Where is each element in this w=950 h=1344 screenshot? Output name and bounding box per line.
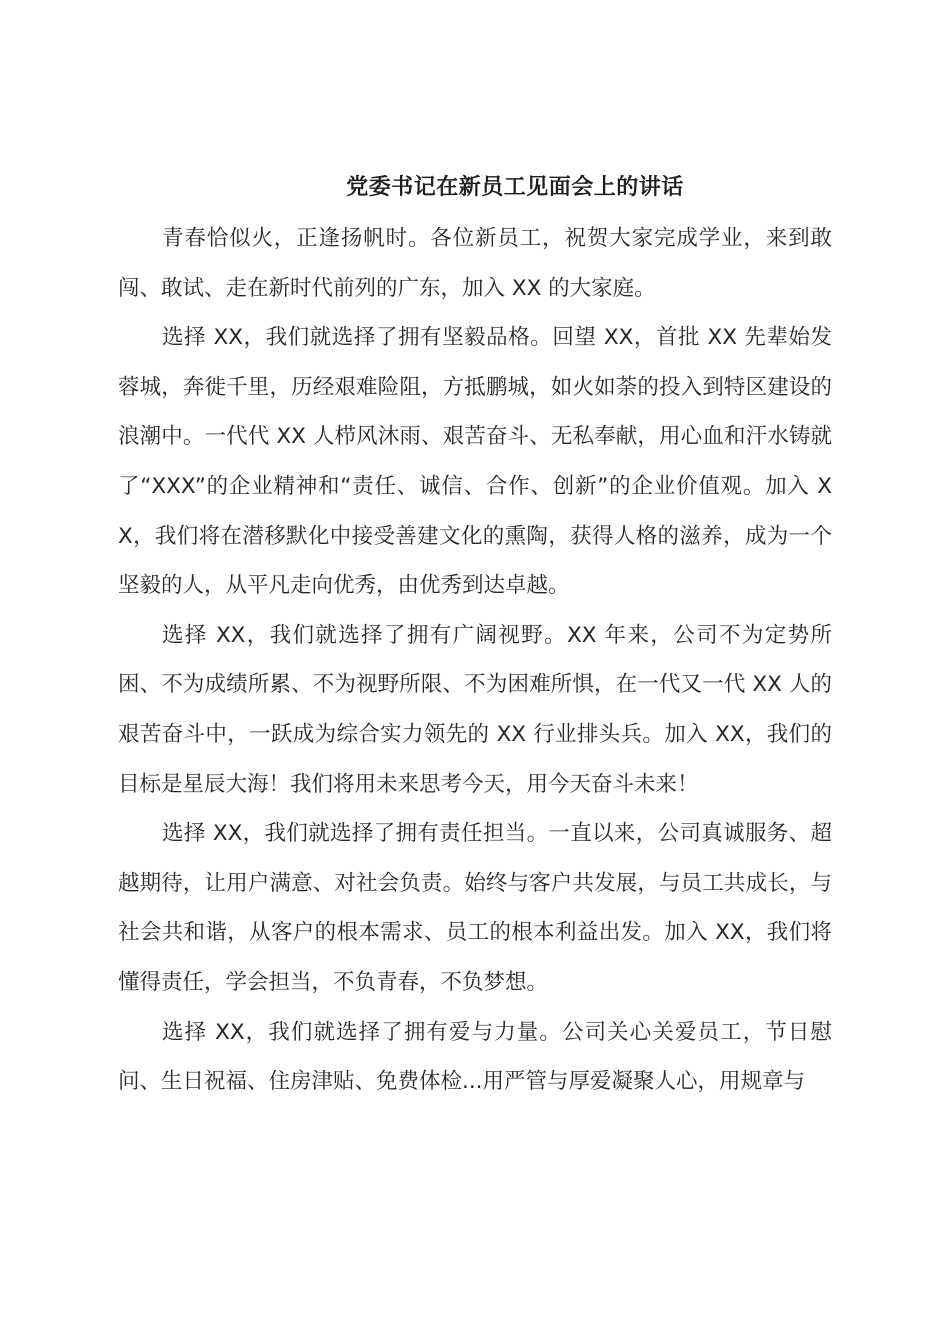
document-body: [118, 214, 832, 1107]
paragraph-4: 选择 XX，我们就选择了拥有责任担当。一直以来，公司真诚服务、超越期待，让用户满意、对社会负责。始终与客户共发展，与员工共成长，与社会共和谐，从客户的根本需求、员工的根本利益出发。加入 XX，我们将懂得责任，学会担当，不负青春，不负梦想。: [118, 821, 832, 995]
paragraph-5: 选择 XX，我们就选择了拥有爱与力量。公司关心关爱员工，节日慰问、生日祝福、住房津贴、免费体检...用严管与厚爱凝聚人心，用规章与: [118, 1019, 832, 1095]
document-title: 党委书记在新员工见面会上的讲话: [346, 175, 684, 200]
paragraph-3: 选择 XX，我们就选择了拥有广阔视野。XX 年来，公司不为定势所困、不为成绩所累、不为视野所限、不为困难所惧，在一代又一代 XX 人的艰苦奋斗中，一跃成为综合实力领先的 XX 行业排头兵。加入 XX，我们的目标是星辰大海！我们将用未来思考今天，用今天奋斗未来！: [118, 622, 832, 797]
paragraph-2: 选择 XX，我们就选择了拥有坚毅品格。回望 XX，首批 XX 先辈始发蓉城，奔徙千里，历经艰难险阻，方抵鹏城，如火如荼的投入到特区建设的浪潮中。一代代 XX 人栉风沐雨、艰苦奋斗、无私奉献，用心血和汗水铸就了“XXX”的企业精神和“责任、诚信、合作、创新”的企业价值观。加入 XX，我们将在潜移默化中接受善建文化的熏陶，获得人格的滋养，成为一个坚毅的人，从平凡走向优秀，由优秀到达卓越。: [118, 325, 832, 599]
paragraph-1: 青春恰似火，正逢扬帆时。各位新员工，祝贺大家完成学业，来到敢闯、敢试、走在新时代前列的广东，加入 XX 的大家庭。: [118, 226, 832, 301]
